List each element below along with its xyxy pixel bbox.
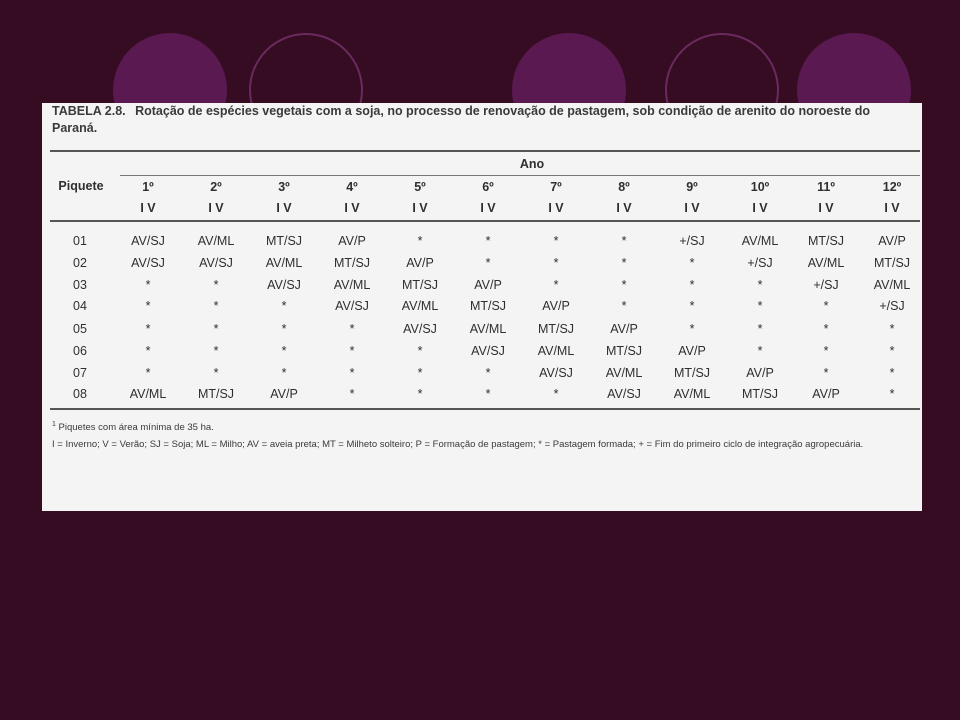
piquete-cell: 05 — [73, 322, 87, 336]
table-cell: AV/P — [678, 344, 706, 358]
piquete-cell: 02 — [73, 256, 87, 270]
year-header: 7º — [550, 180, 562, 194]
table-cell: MT/SJ — [673, 366, 711, 380]
top-rule — [50, 150, 920, 152]
piquete-cell: 03 — [73, 278, 87, 292]
table-cell: MT/SJ — [333, 256, 371, 270]
table-cell: * — [213, 344, 219, 358]
year-header: 1º — [142, 180, 154, 194]
table-image — [42, 103, 922, 511]
table-cell: AV/ML — [265, 256, 303, 270]
year-header: 9º — [686, 180, 698, 194]
table-cell: * — [349, 366, 355, 380]
table-cell: * — [757, 278, 763, 292]
table-cell: * — [213, 366, 219, 380]
table-cell: MT/SJ — [469, 299, 507, 313]
table-label: TABELA 2.8. — [52, 104, 126, 118]
table-cell: +/SJ — [747, 256, 773, 270]
season-header: I V — [548, 201, 564, 215]
table-cell: MT/SJ — [537, 322, 575, 336]
table-cell: * — [281, 322, 287, 336]
table-cell: * — [553, 387, 559, 401]
table-cell: AV/P — [610, 322, 638, 336]
season-header: I V — [480, 201, 496, 215]
table-cell: AV/ML — [129, 387, 167, 401]
piquete-cell: 04 — [73, 299, 87, 313]
table-title: Rotação de espécies vegetais com a soja, no processo de renovação de pastagem, sob condição de arenito do noroeste do Paraná. — [52, 104, 871, 135]
table-cell: MT/SJ — [807, 234, 845, 248]
season-header: I V — [140, 201, 156, 215]
table-cell: * — [889, 344, 895, 358]
year-header: 4º — [346, 180, 358, 194]
table-cell: * — [145, 344, 151, 358]
piquete-cell: 01 — [73, 234, 87, 248]
piquete-cell: 08 — [73, 387, 87, 401]
table-cell: * — [823, 299, 829, 313]
table-cell: * — [417, 387, 423, 401]
footnote-2: I = Inverno; V = Verão; SJ = Soja; ML = Milho; AV = aveia preta; MT = Milheto solteiro; P = Formação de pastagem; * = Pastagem formada; + = Fim do primeiro ciclo de integração agropecuária. — [52, 439, 864, 450]
table-cell: * — [757, 299, 763, 313]
table-cell: +/SJ — [679, 234, 705, 248]
table-cell: * — [889, 366, 895, 380]
table-cell: AV/ML — [401, 299, 439, 313]
table-cell: * — [417, 366, 423, 380]
table-cell: AV/P — [812, 387, 840, 401]
table-cell: * — [281, 344, 287, 358]
table-cell: AV/SJ — [471, 344, 505, 358]
table-cell: * — [281, 299, 287, 313]
bottom-rule — [50, 408, 920, 410]
table-cell: AV/P — [338, 234, 366, 248]
table-cell: * — [349, 387, 355, 401]
table-cell: AV/SJ — [131, 256, 165, 270]
table-cell: AV/ML — [537, 344, 575, 358]
table-cell: * — [145, 299, 151, 313]
table-cell: * — [281, 366, 287, 380]
table-cell: AV/P — [542, 299, 570, 313]
season-header: I V — [276, 201, 292, 215]
footnote-1: $^1$ Piquetes com área mínima de 35 ha. — [52, 421, 214, 434]
table-cell: * — [145, 366, 151, 380]
year-header: 10º — [750, 180, 770, 194]
table-cell: * — [757, 344, 763, 358]
season-header: I V — [884, 201, 900, 215]
table-cell: * — [823, 344, 829, 358]
table-cell: * — [145, 322, 151, 336]
table-cell: * — [689, 322, 695, 336]
table-cell: AV/P — [878, 234, 906, 248]
table-cell: AV/SJ — [403, 322, 437, 336]
table-caption — [52, 103, 912, 137]
table-cell: AV/ML — [741, 234, 779, 248]
table-cell: * — [485, 366, 491, 380]
table-cell: * — [417, 234, 423, 248]
table-cell: AV/ML — [673, 387, 711, 401]
header-rule — [50, 220, 920, 222]
year-header-rule — [120, 175, 920, 176]
year-header: 12º — [882, 180, 902, 194]
table-cell: AV/ML — [197, 234, 235, 248]
table-cell: MT/SJ — [401, 278, 439, 292]
table-cell: AV/SJ — [539, 366, 573, 380]
table-cell: * — [757, 322, 763, 336]
table-cell: * — [621, 278, 627, 292]
season-header: I V — [684, 201, 700, 215]
table-cell: AV/SJ — [131, 234, 165, 248]
table-cell: +/SJ — [813, 278, 839, 292]
table-cell: * — [553, 256, 559, 270]
table-cell: * — [621, 256, 627, 270]
table-cell: AV/ML — [873, 278, 911, 292]
table-cell: MT/SJ — [265, 234, 303, 248]
table-cell: * — [689, 299, 695, 313]
year-header: 5º — [414, 180, 426, 194]
table-cell: AV/ML — [333, 278, 371, 292]
year-header: 11º — [817, 180, 835, 194]
table-cell: AV/P — [474, 278, 502, 292]
table-cell: MT/SJ — [741, 387, 779, 401]
table-cell: * — [485, 387, 491, 401]
table-cell: * — [823, 366, 829, 380]
table-cell: AV/P — [746, 366, 774, 380]
table-cell: +/SJ — [879, 299, 905, 313]
table-cell: MT/SJ — [605, 344, 643, 358]
table-cell: AV/ML — [807, 256, 845, 270]
table-cell: * — [349, 344, 355, 358]
season-header: I V — [208, 201, 224, 215]
table-cell: MT/SJ — [873, 256, 911, 270]
table-cell: * — [213, 322, 219, 336]
table-cell: * — [553, 278, 559, 292]
table-cell: * — [417, 344, 423, 358]
table-cell: AV/SJ — [335, 299, 369, 313]
table-cell: * — [689, 278, 695, 292]
table-cell: * — [145, 278, 151, 292]
table-cell: AV/ML — [469, 322, 507, 336]
table-cell: * — [823, 322, 829, 336]
table-cell: * — [553, 234, 559, 248]
piquete-cell: 07 — [73, 366, 87, 380]
table-cell: MT/SJ — [197, 387, 235, 401]
season-header: I V — [616, 201, 632, 215]
table-cell: * — [889, 387, 895, 401]
season-header: I V — [752, 201, 768, 215]
table-cell: * — [621, 234, 627, 248]
table-cell: * — [889, 322, 895, 336]
year-header: 2º — [210, 180, 222, 194]
piquete-header: Piquete — [58, 179, 104, 193]
table-cell: * — [213, 299, 219, 313]
table-cell: AV/SJ — [607, 387, 641, 401]
table-cell: * — [485, 256, 491, 270]
table-cell: AV/ML — [605, 366, 643, 380]
season-header: I V — [344, 201, 360, 215]
table-cell: AV/P — [406, 256, 434, 270]
season-header: I V — [412, 201, 428, 215]
year-header: 3º — [278, 180, 290, 194]
table-cell: * — [689, 256, 695, 270]
table-cell: AV/SJ — [267, 278, 301, 292]
table-cell: AV/SJ — [199, 256, 233, 270]
table-cell: * — [349, 322, 355, 336]
season-header: I V — [818, 201, 834, 215]
table-cell: AV/P — [270, 387, 298, 401]
ano-header: Ano — [519, 157, 545, 171]
year-header: 6º — [482, 180, 494, 194]
table-cell: * — [621, 299, 627, 313]
table-cell: * — [485, 234, 491, 248]
piquete-cell: 06 — [73, 344, 87, 358]
year-header: 8º — [618, 180, 630, 194]
table-cell: * — [213, 278, 219, 292]
